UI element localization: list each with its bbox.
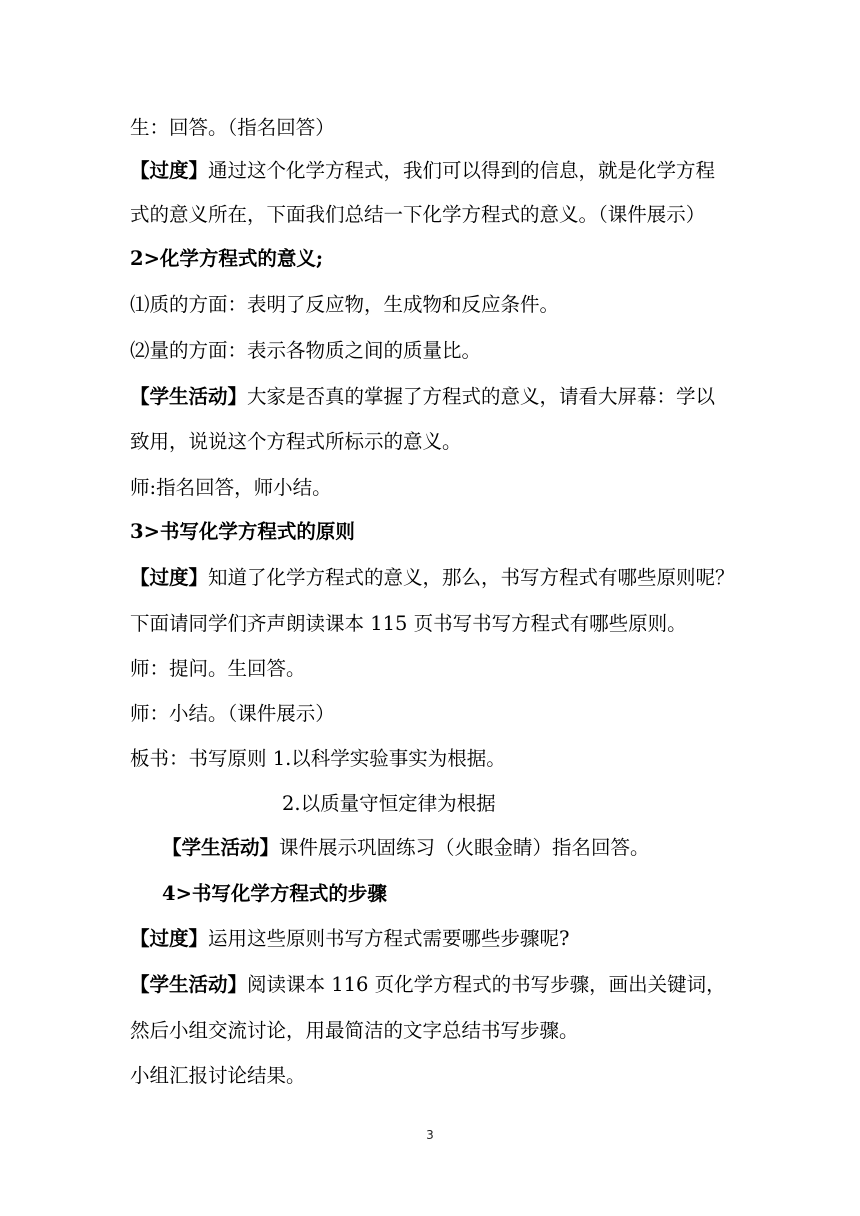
section-tag: 【学生活动】 — [130, 385, 248, 408]
page-number: 3 — [426, 1128, 434, 1142]
text-line-1 — [130, 114, 742, 142]
text-line-17 — [162, 834, 742, 862]
section-tag: 【学生活动】 — [162, 836, 280, 859]
section-tag: 【过度】 — [130, 927, 209, 950]
text-line-13 — [130, 655, 742, 683]
text-line-11 — [130, 564, 742, 592]
line-text: 课件展示巩固练习（火眼金睛）指名回答。 — [279, 836, 650, 859]
line-text: 下面请同学们齐声朗读课本 115 页书写书写方程式有哪些原则。 — [130, 612, 687, 635]
section-heading-4 — [162, 880, 742, 908]
text-line-15 — [130, 745, 742, 773]
text-line-2 — [130, 157, 742, 185]
line-text: ⑴质的方面：表明了反应物，生成物和反应条件。 — [130, 293, 560, 316]
line-text: 然后小组交流讨论，用最简洁的文字总结书写步骤。 — [130, 1019, 579, 1042]
section-heading-2 — [130, 245, 742, 273]
line-text: 运用这些原则书写方程式需要哪些步骤呢? — [208, 927, 570, 950]
line-text: 师：小结。（课件展示） — [130, 702, 335, 725]
text-line-14 — [130, 700, 742, 728]
text-line-5 — [130, 291, 742, 319]
text-line-21 — [130, 1017, 742, 1045]
line-text: 致用，说说这个方程式所标示的意义。 — [130, 430, 462, 453]
line-text: 大家是否真的掌握了方程式的意义，请看大屏幕：学以 — [247, 385, 716, 408]
text-line-22 — [130, 1062, 742, 1090]
section-heading-3 — [130, 518, 742, 546]
heading-text: 3>书写化学方程式的原则 — [130, 520, 355, 543]
text-line-12 — [130, 610, 742, 638]
line-text: 小组汇报讨论结果。 — [130, 1064, 306, 1087]
line-text: ⑵量的方面：表示各物质之间的质量比。 — [130, 339, 482, 362]
text-line-20 — [130, 971, 742, 999]
section-tag: 【过度】 — [130, 566, 209, 589]
section-tag: 【学生活动】 — [130, 973, 248, 996]
line-text: 2.以质量守恒定律为根据 — [282, 792, 496, 815]
text-line-9 — [130, 474, 742, 502]
text-line-6 — [130, 337, 742, 365]
line-text: 通过这个化学方程式，我们可以得到的信息，就是化学方程 — [208, 159, 716, 182]
section-tag: 【过度】 — [130, 159, 209, 182]
heading-text: 4>书写化学方程式的步骤 — [162, 882, 387, 905]
line-text: 师：提问。生回答。 — [130, 657, 306, 680]
line-text: 知道了化学方程式的意义，那么，书写方程式有哪些原则呢？ — [208, 566, 735, 589]
line-text: 式的意义所在，下面我们总结一下化学方程式的意义。（课件展示） — [130, 203, 706, 226]
text-line-19 — [130, 925, 742, 953]
heading-text: 2>化学方程式的意义; — [130, 247, 324, 270]
line-text: 师:指名回答，师小结。 — [130, 476, 332, 499]
text-line-3 — [130, 201, 742, 229]
line-text: 阅读课本 116 页化学方程式的书写步骤，画出关键词， — [247, 973, 726, 996]
text-line-8 — [130, 428, 742, 456]
line-text: 生：回答。（指名回答） — [130, 116, 335, 139]
line-text: 板书：书写原则 1.以科学实验事实为根据。 — [130, 747, 506, 770]
text-line-16 — [282, 790, 742, 818]
text-line-7 — [130, 383, 742, 411]
